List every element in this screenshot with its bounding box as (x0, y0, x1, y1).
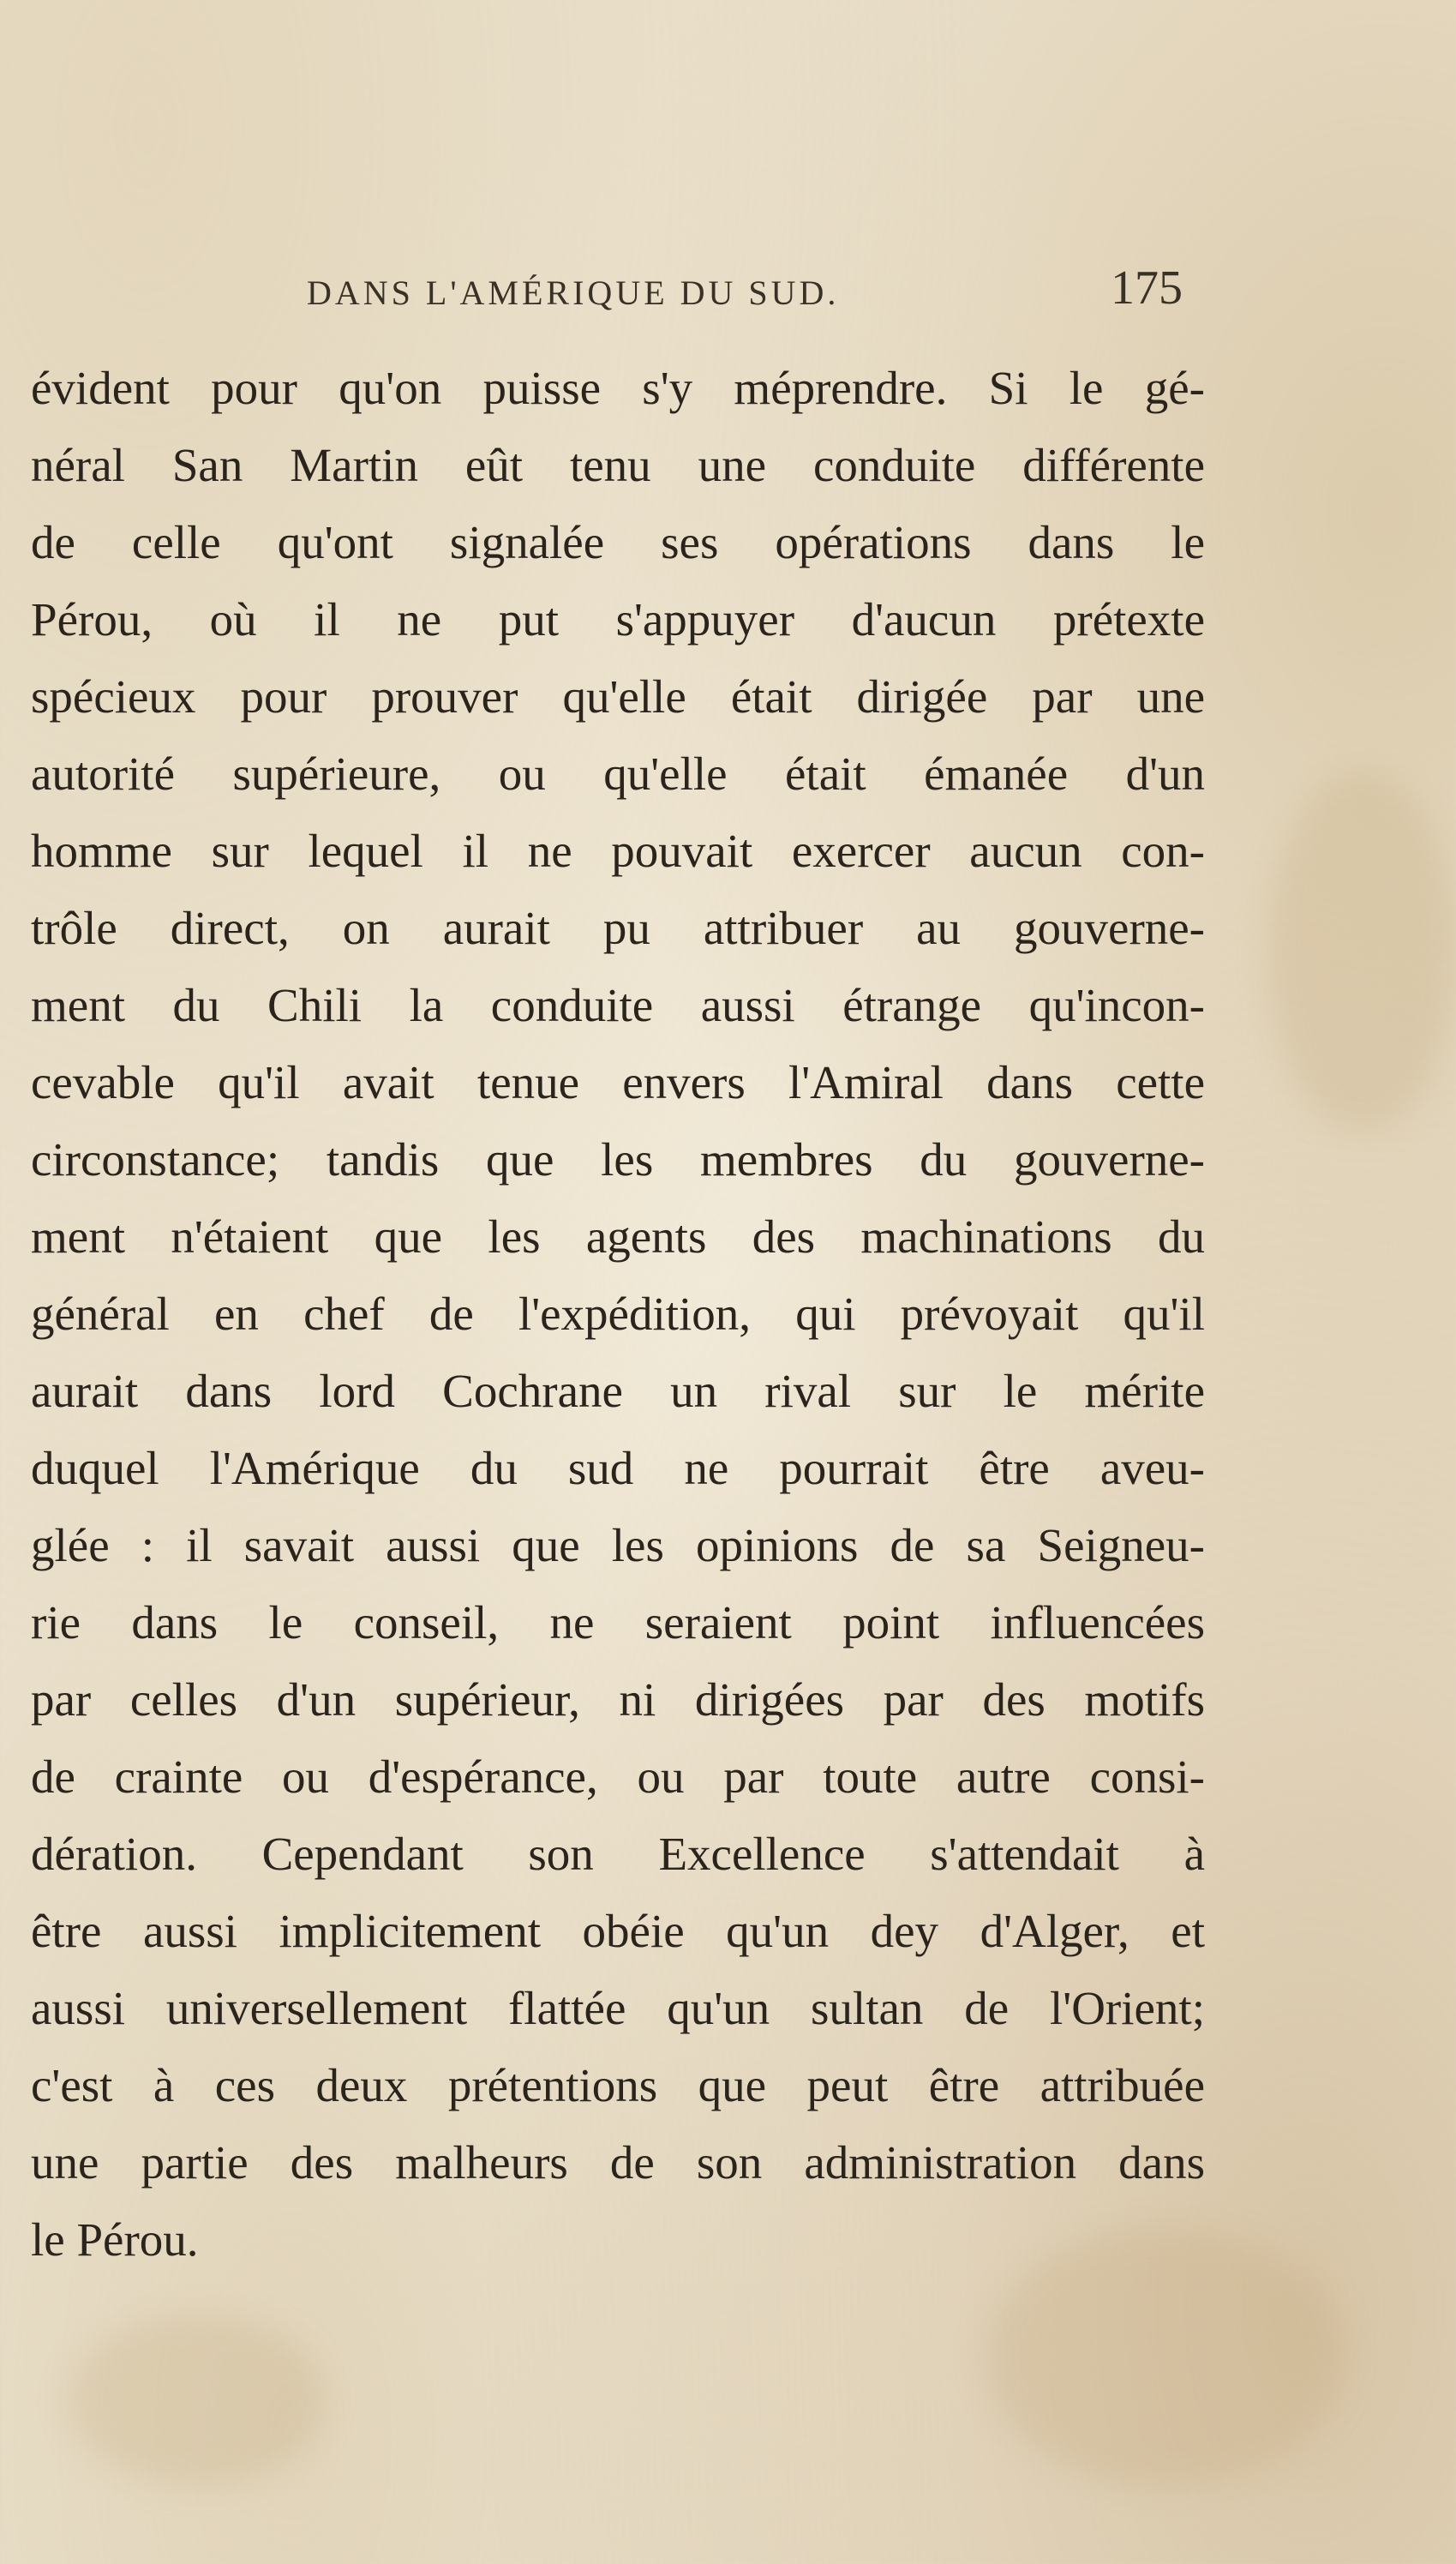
text-line: aurait dans lord Cochrane un rival sur le mérite (31, 1365, 1205, 1417)
text-line: de celle qu'ont signalée ses opérations dans le (31, 516, 1205, 568)
running-head: DANS L'AMÉRIQUE DU SUD. (307, 273, 840, 312)
text-line: aussi universellement flattée qu'un sultan de l'Orient; (31, 1982, 1205, 2034)
text-line: c'est à ces deux prétentions que peut être attribuée (31, 2059, 1205, 2111)
paper-stain (1268, 772, 1456, 1132)
text-line: général en chef de l'expédition, qui prévoyait qu'il (31, 1288, 1205, 1340)
body-text (31, 350, 1205, 2279)
text-line: rie dans le conseil, ne seraient point influencées (31, 1596, 1205, 1648)
text-line: homme sur lequel il ne pouvait exercer aucun con- (31, 825, 1205, 877)
text-line: ment du Chili la conduite aussi étrange qu'incon- (31, 979, 1205, 1031)
text-line: duquel l'Amérique du sud ne pourrait être aveu- (31, 1442, 1205, 1494)
text-line: ment n'étaient que les agents des machinations du (31, 1210, 1205, 1263)
text-line: de crainte ou d'espérance, ou par toute autre consi- (31, 1750, 1205, 1803)
text-line: par celles d'un supérieur, ni dirigées par des motifs (31, 1673, 1205, 1726)
text-line: circonstance; tandis que les membres du gouverne- (31, 1133, 1205, 1186)
text-line: évident pour qu'on puisse s'y méprendre. Si le gé- (31, 362, 1205, 414)
text-line: Pérou, où il ne put s'appuyer d'aucun prétexte (31, 593, 1205, 646)
text-line: cevable qu'il avait tenue envers l'Amiral dans cette (31, 1056, 1205, 1108)
text-line: trôle direct, on aurait pu attribuer au gouverne- (31, 902, 1205, 954)
text-line: une partie des malheurs de son administration dans (31, 2136, 1205, 2189)
text-line: néral San Martin eût tenu une conduite différente (31, 439, 1205, 491)
text-line: spécieux pour prouver qu'elle était dirigée par une (31, 670, 1205, 723)
page-number: 175 (1111, 261, 1183, 315)
text-line: glée : il savait aussi que les opinions de sa Seigneu- (31, 1519, 1205, 1571)
text-line: le Pérou. (31, 2213, 199, 2266)
text-line: être aussi implicitement obéie qu'un dey d'Alger, et (31, 1905, 1205, 1957)
text-line: autorité supérieure, ou qu'elle était émanée d'un (31, 748, 1205, 800)
text-line: dération. Cependant son Excellence s'attendait à (31, 1828, 1205, 1880)
paper-stain (69, 2315, 326, 2486)
